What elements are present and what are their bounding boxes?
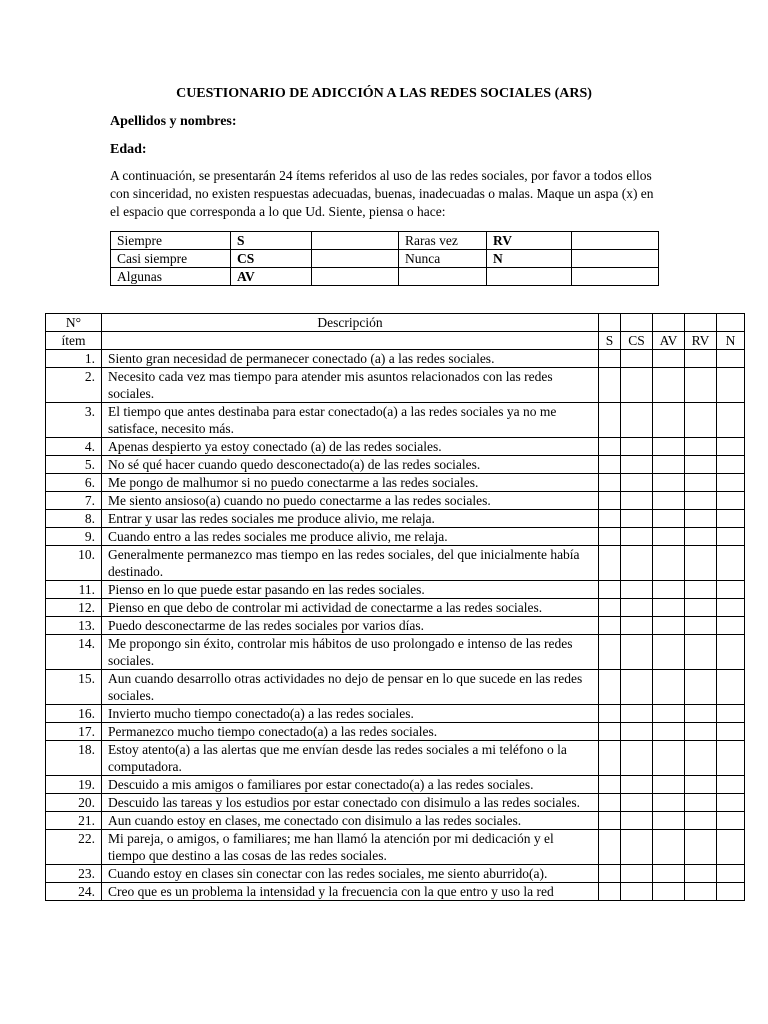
item-description: Estoy atento(a) a las alertas que me envían desde las redes sociales a mi teléfono o la computadora. [102, 741, 599, 776]
answer-cell[interactable] [621, 528, 653, 546]
answer-cell[interactable] [653, 528, 685, 546]
answer-cell[interactable] [717, 865, 745, 883]
answer-cell[interactable] [685, 492, 717, 510]
answer-cell[interactable] [685, 438, 717, 456]
item-description: No sé qué hacer cuando quedo desconectado(a) de las redes sociales. [102, 456, 599, 474]
answer-cell[interactable] [621, 812, 653, 830]
table-row [46, 599, 745, 617]
item-number: 16. [46, 705, 102, 723]
answer-cell[interactable] [685, 865, 717, 883]
answer-cell[interactable] [717, 456, 745, 474]
legend-label: Casi siempre [111, 250, 231, 268]
answer-cell[interactable] [717, 830, 745, 865]
answer-cell[interactable] [599, 456, 621, 474]
answer-cell[interactable] [599, 635, 621, 670]
answer-cell[interactable] [599, 438, 621, 456]
answer-cell[interactable] [685, 350, 717, 368]
answer-cell[interactable] [653, 723, 685, 741]
answer-cell[interactable] [717, 812, 745, 830]
answer-cell[interactable] [599, 741, 621, 776]
answer-cell[interactable] [599, 546, 621, 581]
answer-cell[interactable] [621, 883, 653, 901]
legend-empty [572, 232, 659, 250]
table-row [46, 865, 745, 883]
answer-cell[interactable] [685, 883, 717, 901]
intro-paragraph: A continuación, se presentarán 24 ítems referidos al uso de las redes sociales, por favor a todos ellos con sinceridad, no existen respuestas adecuadas, buenas, inadecuadas o malas. Maque un aspa (x) en el espacio que corresponda a lo que Ud. Siente, piensa o hace: [110, 168, 654, 219]
answer-cell[interactable] [717, 776, 745, 794]
item-description: Entrar y usar las redes sociales me produce alivio, me relaja. [102, 510, 599, 528]
table-column-header-row [46, 332, 745, 350]
answer-cell[interactable] [653, 510, 685, 528]
item-description: Permanezco mucho tiempo conectado(a) a las redes sociales. [102, 723, 599, 741]
answer-cell[interactable] [653, 546, 685, 581]
item-number: 19. [46, 776, 102, 794]
legend-code: S [231, 232, 312, 250]
age-label: Edad: [110, 142, 147, 157]
table-row [46, 723, 745, 741]
answer-cell[interactable] [717, 635, 745, 670]
answer-cell[interactable] [653, 403, 685, 438]
table-row [46, 510, 745, 528]
answer-cell[interactable] [599, 705, 621, 723]
header-num-bottom: ítem [46, 332, 102, 350]
answer-cell[interactable] [621, 368, 653, 403]
answer-cell[interactable] [599, 474, 621, 492]
answer-cell[interactable] [717, 581, 745, 599]
answer-cell[interactable] [717, 492, 745, 510]
item-number: 6. [46, 474, 102, 492]
answer-cell[interactable] [599, 510, 621, 528]
legend-row [111, 268, 659, 286]
answer-cell[interactable] [685, 528, 717, 546]
name-label: Apellidos y nombres: [110, 114, 237, 129]
item-number: 21. [46, 812, 102, 830]
answer-cell[interactable] [653, 599, 685, 617]
legend-empty [312, 250, 399, 268]
answer-cell[interactable] [685, 705, 717, 723]
legend-empty [572, 250, 659, 268]
item-number: 2. [46, 368, 102, 403]
item-number: 13. [46, 617, 102, 635]
answer-cell[interactable] [621, 599, 653, 617]
answer-cell[interactable] [717, 883, 745, 901]
answer-cell[interactable] [717, 528, 745, 546]
item-description: Invierto mucho tiempo conectado(a) a las redes sociales. [102, 705, 599, 723]
answer-cell[interactable] [599, 794, 621, 812]
answer-cell[interactable] [717, 403, 745, 438]
table-row [46, 794, 745, 812]
answer-cell[interactable] [621, 438, 653, 456]
answer-cell[interactable] [599, 812, 621, 830]
item-number: 7. [46, 492, 102, 510]
answer-cell[interactable] [717, 546, 745, 581]
legend-code: CS [231, 250, 312, 268]
answer-cell[interactable] [717, 794, 745, 812]
legend-label: Siempre [111, 232, 231, 250]
item-number: 3. [46, 403, 102, 438]
item-number: 12. [46, 599, 102, 617]
table-row [46, 528, 745, 546]
answer-cell[interactable] [621, 510, 653, 528]
item-number: 8. [46, 510, 102, 528]
answer-cell[interactable] [685, 812, 717, 830]
answer-cell[interactable] [621, 830, 653, 865]
item-number: 1. [46, 350, 102, 368]
item-description: Apenas despierto ya estoy conectado (a) de las redes sociales. [102, 438, 599, 456]
table-row [46, 350, 745, 368]
answer-cell[interactable] [717, 350, 745, 368]
answer-cell[interactable] [621, 617, 653, 635]
item-description: Necesito cada vez mas tiempo para atender mis asuntos relacionados con las redes sociales. [102, 368, 599, 403]
answer-cell[interactable] [653, 865, 685, 883]
item-description: Puedo desconectarme de las redes sociales por varios días. [102, 617, 599, 635]
answer-cell[interactable] [599, 865, 621, 883]
item-number: 4. [46, 438, 102, 456]
answer-cell[interactable] [717, 670, 745, 705]
answer-cell[interactable] [653, 776, 685, 794]
answer-cell[interactable] [653, 670, 685, 705]
answer-cell[interactable] [599, 403, 621, 438]
answer-cell[interactable] [717, 617, 745, 635]
answer-cell[interactable] [621, 776, 653, 794]
table-row [46, 635, 745, 670]
answer-cell[interactable] [685, 776, 717, 794]
item-description: Descuido a mis amigos o familiares por estar conectado(a) a las redes sociales. [102, 776, 599, 794]
answer-cell[interactable] [653, 581, 685, 599]
answer-cell[interactable] [653, 492, 685, 510]
item-description: El tiempo que antes destinaba para estar conectado(a) a las redes sociales ya no me satisface, necesito más. [102, 403, 599, 438]
answer-cell[interactable] [685, 403, 717, 438]
item-description: Aun cuando desarrollo otras actividades no dejo de pensar en lo que sucede en las redes sociales. [102, 670, 599, 705]
table-row [46, 776, 745, 794]
answer-cell[interactable] [621, 403, 653, 438]
table-row [46, 438, 745, 456]
item-description: Mi pareja, o amigos, o familiares; me han llamó la atención por mi dedicación y el tiempo que destino a las cosas de las redes sociales. [102, 830, 599, 865]
legend-empty [312, 268, 399, 286]
answer-cell[interactable] [599, 883, 621, 901]
item-number: 22. [46, 830, 102, 865]
answer-cell[interactable] [653, 350, 685, 368]
column-header: CS [621, 332, 653, 350]
answer-cell[interactable] [621, 546, 653, 581]
item-number: 5. [46, 456, 102, 474]
answer-cell[interactable] [599, 581, 621, 599]
item-number: 17. [46, 723, 102, 741]
answer-cell[interactable] [621, 741, 653, 776]
answer-cell[interactable] [621, 635, 653, 670]
legend-label: Nunca [399, 250, 487, 268]
answer-cell[interactable] [685, 830, 717, 865]
table-row [46, 883, 745, 901]
answer-cell[interactable] [717, 741, 745, 776]
answer-cell[interactable] [599, 830, 621, 865]
answer-cell[interactable] [717, 368, 745, 403]
answer-cell[interactable] [653, 368, 685, 403]
table-row [46, 617, 745, 635]
table-row [46, 456, 745, 474]
item-number: 14. [46, 635, 102, 670]
answer-cell[interactable] [717, 705, 745, 723]
item-description: Pienso en lo que puede estar pasando en las redes sociales. [102, 581, 599, 599]
questionnaire-table [45, 313, 745, 901]
answer-cell[interactable] [685, 456, 717, 474]
answer-cell[interactable] [621, 723, 653, 741]
answer-cell[interactable] [653, 741, 685, 776]
item-number: 15. [46, 670, 102, 705]
answer-cell[interactable] [621, 456, 653, 474]
answer-cell[interactable] [621, 670, 653, 705]
answer-cell[interactable] [717, 474, 745, 492]
answer-cell[interactable] [621, 492, 653, 510]
column-header: N [717, 332, 745, 350]
answer-cell[interactable] [717, 723, 745, 741]
answer-cell[interactable] [717, 438, 745, 456]
item-description: Descuido las tareas y los estudios por estar conectado con disimulo a las redes sociales. [102, 794, 599, 812]
item-number: 23. [46, 865, 102, 883]
legend-empty [312, 232, 399, 250]
legend-code: N [487, 250, 572, 268]
table-row [46, 581, 745, 599]
answer-cell[interactable] [717, 599, 745, 617]
item-number: 24. [46, 883, 102, 901]
legend-label [399, 268, 487, 286]
answer-cell[interactable] [685, 794, 717, 812]
item-description: Cuando estoy en clases sin conectar con las redes sociales, me siento aburrido(a). [102, 865, 599, 883]
answer-cell[interactable] [685, 474, 717, 492]
column-header: RV [685, 332, 717, 350]
legend-empty [572, 268, 659, 286]
answer-cell[interactable] [653, 438, 685, 456]
answer-cell[interactable] [685, 723, 717, 741]
item-description: Me siento ansioso(a) cuando no puedo conectarme a las redes sociales. [102, 492, 599, 510]
item-number: 11. [46, 581, 102, 599]
answer-cell[interactable] [621, 474, 653, 492]
legend-table [110, 231, 659, 286]
table-row [46, 670, 745, 705]
table-row [46, 474, 745, 492]
answer-cell[interactable] [685, 617, 717, 635]
answer-cell[interactable] [653, 794, 685, 812]
item-description: Me propongo sin éxito, controlar mis hábitos de uso prolongado e intenso de las redes sociales. [102, 635, 599, 670]
table-row [46, 830, 745, 865]
table-row [46, 403, 745, 438]
answer-cell[interactable] [599, 492, 621, 510]
answer-cell[interactable] [653, 812, 685, 830]
answer-cell[interactable] [653, 456, 685, 474]
answer-cell[interactable] [653, 474, 685, 492]
page-title: CUESTIONARIO DE ADICCIÓN A LAS REDES SOCIALES (ARS) [176, 86, 592, 101]
answer-cell[interactable] [599, 776, 621, 794]
table-row [46, 741, 745, 776]
answer-cell[interactable] [599, 368, 621, 403]
answer-cell[interactable] [685, 741, 717, 776]
answer-cell[interactable] [621, 865, 653, 883]
answer-cell[interactable] [653, 705, 685, 723]
table-row [46, 492, 745, 510]
answer-cell[interactable] [685, 581, 717, 599]
legend-label: Algunas [111, 268, 231, 286]
table-row [46, 546, 745, 581]
item-description: Me pongo de malhumor si no puedo conectarme a las redes sociales. [102, 474, 599, 492]
answer-cell[interactable] [621, 581, 653, 599]
item-description: Creo que es un problema la intensidad y la frecuencia con la que entro y uso la red [102, 883, 599, 901]
answer-cell[interactable] [717, 510, 745, 528]
answer-cell[interactable] [599, 528, 621, 546]
table-row [46, 705, 745, 723]
answer-cell[interactable] [653, 635, 685, 670]
table-row [46, 368, 745, 403]
answer-cell[interactable] [599, 723, 621, 741]
legend-row [111, 232, 659, 250]
answer-cell[interactable] [653, 617, 685, 635]
answer-cell[interactable] [599, 599, 621, 617]
item-description: Generalmente permanezco mas tiempo en las redes sociales, del que inicialmente había destinado. [102, 546, 599, 581]
answer-cell[interactable] [621, 705, 653, 723]
item-number: 10. [46, 546, 102, 581]
item-description: Cuando entro a las redes sociales me produce alivio, me relaja. [102, 528, 599, 546]
item-number: 20. [46, 794, 102, 812]
answer-cell[interactable] [685, 670, 717, 705]
item-description: Aun cuando estoy en clases, me conectado con disimulo a las redes sociales. [102, 812, 599, 830]
table-row [46, 812, 745, 830]
legend-code: AV [231, 268, 312, 286]
item-number: 9. [46, 528, 102, 546]
answer-cell[interactable] [685, 635, 717, 670]
answer-cell[interactable] [685, 510, 717, 528]
item-number: 18. [46, 741, 102, 776]
legend-code [487, 268, 572, 286]
answer-cell[interactable] [621, 350, 653, 368]
header-num-top: N° [46, 314, 102, 332]
column-header: S [599, 332, 621, 350]
item-description: Pienso en que debo de controlar mi actividad de conectarme a las redes sociales. [102, 599, 599, 617]
answer-cell[interactable] [599, 617, 621, 635]
answer-cell[interactable] [685, 368, 717, 403]
answer-cell[interactable] [685, 546, 717, 581]
item-description: Siento gran necesidad de permanecer conectado (a) a las redes sociales. [102, 350, 599, 368]
answer-cell[interactable] [621, 794, 653, 812]
answer-cell[interactable] [653, 883, 685, 901]
legend-row [111, 250, 659, 268]
legend-code: RV [487, 232, 572, 250]
answer-cell[interactable] [653, 830, 685, 865]
legend-label: Raras vez [399, 232, 487, 250]
header-description: Descripción [102, 314, 599, 332]
column-header: AV [653, 332, 685, 350]
table-header-row [46, 314, 745, 332]
answer-cell[interactable] [599, 670, 621, 705]
answer-cell[interactable] [685, 599, 717, 617]
answer-cell[interactable] [599, 350, 621, 368]
